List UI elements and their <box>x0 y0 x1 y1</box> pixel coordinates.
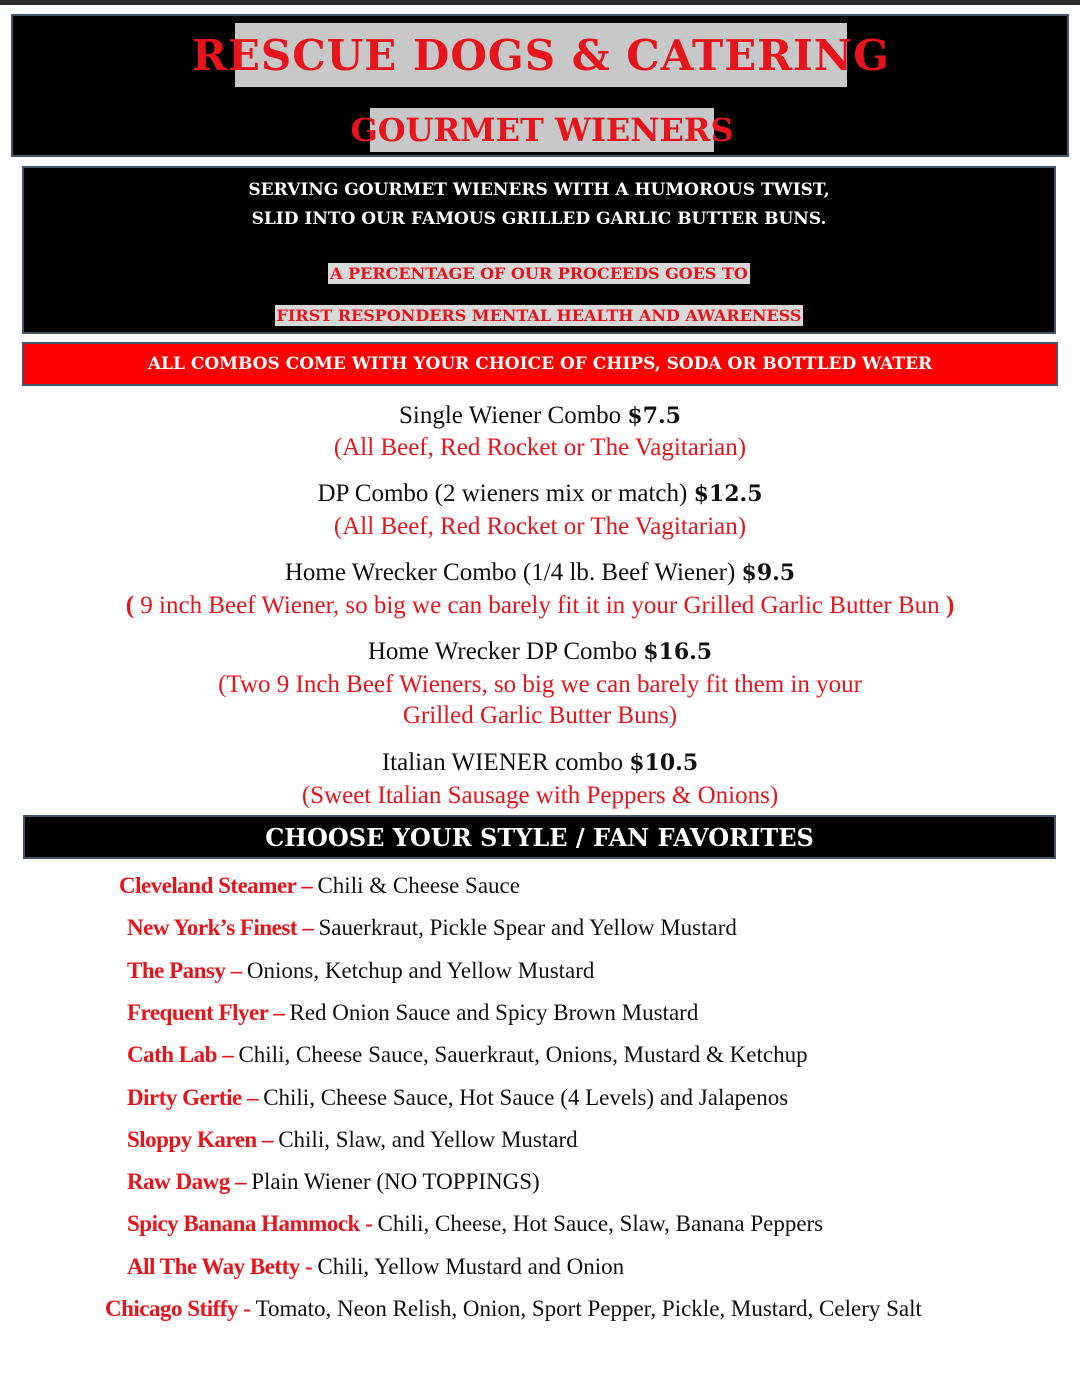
favorite-name: Cath Lab <box>127 1042 217 1067</box>
favorite-toppings: Chili, Cheese Sauce, Sauerkraut, Onions, Mustard & Ketchup <box>238 1042 808 1067</box>
combo-name: DP Combo (2 wieners mix or match) <box>317 480 688 507</box>
favorite-name: Sloppy Karen <box>127 1127 257 1152</box>
combo-item <box>0 478 1080 510</box>
favorite-item <box>127 1210 823 1238</box>
favorite-item <box>127 914 737 942</box>
favorite-toppings: Onions, Ketchup and Yellow Mustard <box>246 958 595 983</box>
favorite-name: Spicy Banana Hammock <box>127 1211 360 1236</box>
paren-close: ) <box>945 592 955 619</box>
info-panel <box>22 166 1056 334</box>
top-rule <box>0 0 1080 5</box>
highlight-row-1 <box>24 263 1054 284</box>
combo-price: $10.5 <box>629 750 699 776</box>
favorite-toppings: Chili, Yellow Mustard and Onion <box>317 1254 625 1279</box>
favorite-name: The Pansy <box>127 958 226 983</box>
info-line-2: SLID INTO OUR FAMOUS GRILLED GARLIC BUTTER BUNS. <box>251 209 827 229</box>
combo-desc-text: 9 inch Beef Wiener, so big we can barely fit it in your Grilled Garlic Butter Bun <box>134 592 946 619</box>
favorite-toppings: Chili & Cheese Sauce <box>317 873 520 898</box>
combo-banner <box>22 342 1058 386</box>
favorite-toppings: Chili, Slaw, and Yellow Mustard <box>278 1127 578 1152</box>
favorite-separator: – <box>256 1127 279 1152</box>
combo-price: $9.5 <box>741 560 796 586</box>
favorite-separator: - <box>299 1254 318 1279</box>
page-title: RESCUE DOGS & CATERING <box>191 30 891 80</box>
favorite-name: New York’s Finest <box>127 915 297 940</box>
subtitle-box <box>350 108 734 152</box>
combo-desc <box>0 590 1080 622</box>
combo-desc: (All Beef, Red Rocket or The Vagitarian) <box>333 513 747 540</box>
combo-desc-line-1: (Two 9 Inch Beef Wieners, so big we can barely fit them in your <box>218 671 862 698</box>
favorite-item <box>127 999 698 1027</box>
proceeds-highlight-1: A PERCENTAGE OF OUR PROCEEDS GOES TO <box>330 264 748 283</box>
favorite-name: Frequent Flyer <box>127 1000 268 1025</box>
highlight-row-2 <box>24 305 1054 326</box>
favorite-name: Cleveland Steamer <box>119 873 296 898</box>
favorite-item <box>127 1253 624 1281</box>
combo-desc: (Sweet Italian Sausage with Peppers & Onions) <box>301 782 779 809</box>
combo-price: $12.5 <box>693 481 763 507</box>
favorite-item <box>119 872 520 900</box>
favorite-name: Chicago Stiffy <box>105 1296 238 1321</box>
style-banner <box>23 815 1056 859</box>
favorite-separator: – <box>229 1169 252 1194</box>
combo-name: Home Wrecker DP Combo <box>367 638 637 665</box>
combo-item <box>0 557 1080 589</box>
favorite-name: Raw Dawg <box>127 1169 230 1194</box>
favorite-separator: – <box>295 873 318 898</box>
combo-name: Home Wrecker Combo (1/4 lb. Beef Wiener) <box>284 559 736 586</box>
combo-item <box>0 636 1080 668</box>
combo-name: Italian WIENER combo <box>381 749 623 776</box>
favorite-item <box>127 1126 578 1154</box>
favorite-toppings: Chili, Cheese, Hot Sauce, Slaw, Banana Peppers <box>377 1211 824 1236</box>
combo-banner-text: ALL COMBOS COME WITH YOUR CHOICE OF CHIPS, SODA OR BOTTLED WATER <box>147 354 933 374</box>
favorite-toppings: Sauerkraut, Pickle Spear and Yellow Mustard <box>318 915 737 940</box>
favorite-item <box>127 1041 808 1069</box>
favorite-item <box>127 957 594 985</box>
combo-name: Single Wiener Combo <box>399 402 622 429</box>
favorite-item <box>127 1168 540 1196</box>
combo-desc: (All Beef, Red Rocket or The Vagitarian) <box>333 434 747 461</box>
combo-desc-line-2: Grilled Garlic Butter Buns) <box>402 702 678 729</box>
paren-open: ( <box>125 592 135 619</box>
favorite-separator: – <box>225 958 247 983</box>
header-panel <box>11 14 1069 157</box>
favorite-separator: - <box>359 1211 378 1236</box>
proceeds-highlight-2: FIRST RESPONDERS MENTAL HEALTH AND AWARENESS <box>276 306 802 325</box>
combo-item <box>0 400 1080 432</box>
favorite-item <box>105 1295 922 1323</box>
combo-price: $16.5 <box>643 639 713 665</box>
combo-price: $7.5 <box>627 403 681 429</box>
favorite-separator: - <box>237 1296 256 1321</box>
style-banner-text: CHOOSE YOUR STYLE / FAN FAVORITES <box>265 822 814 852</box>
favorite-separator: – <box>267 1000 290 1025</box>
favorite-name: All The Way Betty <box>127 1254 300 1279</box>
favorite-toppings: Tomato, Neon Relish, Onion, Sport Pepper, Pickle, Mustard, Celery Salt <box>255 1296 922 1321</box>
favorite-item <box>127 1084 788 1112</box>
combo-item <box>0 747 1080 779</box>
title-box <box>191 23 891 87</box>
page-subtitle: GOURMET WIENERS <box>350 111 734 149</box>
favorite-separator: – <box>296 915 319 940</box>
info-line-1: SERVING GOURMET WIENERS WITH A HUMOROUS TWIST, <box>248 180 830 200</box>
favorite-toppings: Chili, Cheese Sauce, Hot Sauce (4 Levels) and Jalapenos <box>263 1085 789 1110</box>
favorite-toppings: Red Onion Sauce and Spicy Brown Mustard <box>289 1000 699 1025</box>
favorite-name: Dirty Gertie <box>127 1085 242 1110</box>
favorite-separator: – <box>216 1042 239 1067</box>
favorite-toppings: Plain Wiener (NO TOPPINGS) <box>251 1169 540 1194</box>
favorite-separator: – <box>241 1085 264 1110</box>
